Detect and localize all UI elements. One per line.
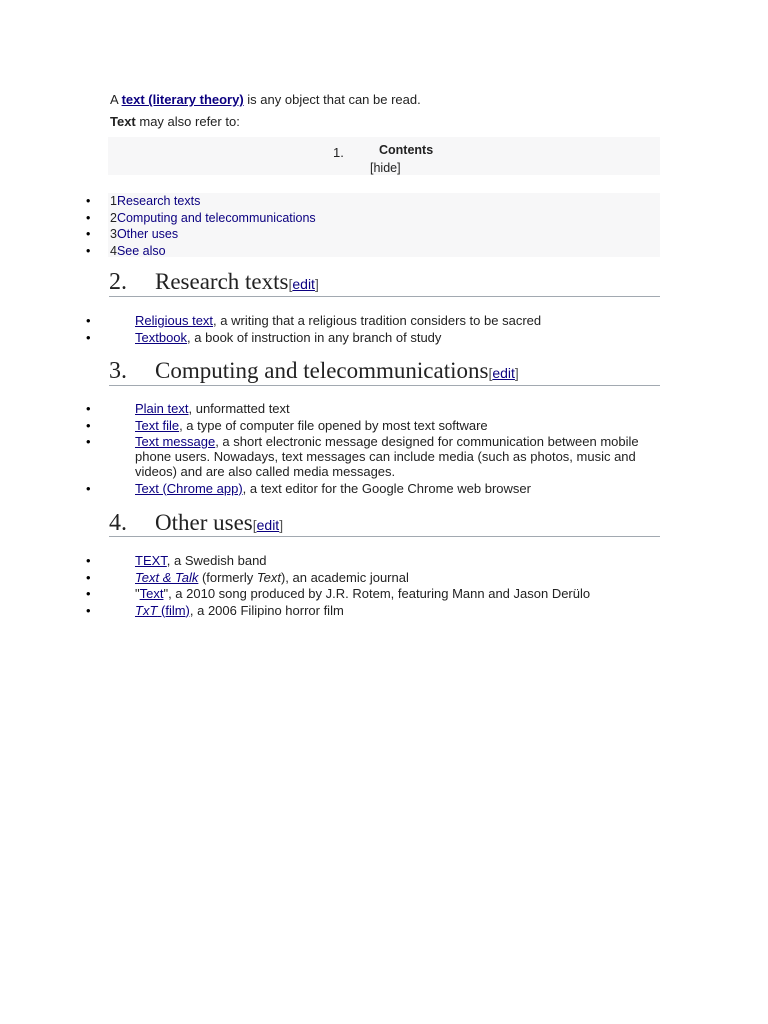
list-item: • Plain text, unformatted text bbox=[0, 401, 660, 416]
list-research-texts bbox=[0, 313, 660, 346]
toc-item-research-texts[interactable]: • 1Research texts bbox=[0, 193, 316, 210]
list-item: • TEXT, a Swedish band bbox=[0, 553, 660, 568]
txt-film-link[interactable]: TxT (film) bbox=[135, 602, 190, 618]
edit-link-other[interactable]: edit bbox=[256, 517, 280, 533]
text-song-link[interactable]: Text bbox=[139, 586, 164, 601]
text-literary-theory-link[interactable]: text (literary theory) bbox=[121, 92, 244, 107]
text-file-link[interactable]: Text file bbox=[135, 417, 180, 433]
textbook-link[interactable]: Textbook bbox=[135, 329, 188, 345]
list-item: • Text file, a type of computer file opened by most text software bbox=[0, 418, 660, 433]
list-item: • Text message, a short electronic message designed for communication between mobile phone users. Nowadays, text messages can include media (such as photos, music and videos) and are also called media messages. bbox=[0, 434, 660, 479]
list-computing bbox=[0, 401, 660, 497]
list-item: • TxT (film), a 2006 Filipino horror film bbox=[0, 603, 660, 618]
list-item: • Text (Chrome app), a text editor for the Google Chrome web browser bbox=[0, 481, 660, 496]
plain-text-link[interactable]: Plain text bbox=[135, 401, 189, 416]
toc-number: 1. bbox=[333, 145, 344, 160]
text-band-link[interactable]: TEXT bbox=[135, 553, 167, 568]
toc-item-other-uses[interactable]: • 3Other uses bbox=[0, 226, 316, 243]
toc-hide-toggle[interactable]: [hide] bbox=[370, 161, 401, 175]
list-item: • Textbook, a book of instruction in any branch of study bbox=[0, 330, 660, 345]
edit-section-other: [edit] bbox=[252, 517, 284, 533]
toc-hide-link[interactable]: hide bbox=[373, 161, 398, 175]
text-chrome-app-link[interactable]: Text (Chrome app) bbox=[135, 480, 243, 496]
list-other-uses bbox=[0, 553, 660, 619]
text-and-talk-link[interactable]: Text & Talk bbox=[135, 569, 199, 585]
edit-section-computing: [edit] bbox=[488, 365, 519, 381]
heading-other-uses: 4. Other uses[edit] bbox=[109, 510, 660, 537]
toc-item-computing[interactable]: • 2Computing and telecommunications bbox=[0, 210, 316, 227]
intro-sentence: A text (literary theory) is any object that can be read. bbox=[110, 92, 421, 107]
text-message-link[interactable]: Text message bbox=[135, 434, 216, 449]
religious-text-link[interactable]: Religious text bbox=[135, 313, 214, 328]
toc-title: Contents bbox=[379, 143, 434, 157]
edit-link-research[interactable]: edit bbox=[292, 276, 315, 292]
heading-computing: 3. Computing and telecommunications[edit] bbox=[109, 358, 660, 386]
toc-list bbox=[0, 193, 316, 259]
heading-research-texts: 2. Research texts[edit] bbox=[109, 269, 660, 297]
list-item: • Text & Talk (formerly Text), an academic journal bbox=[0, 570, 660, 585]
list-item: • "Text", a 2010 song produced by J.R. Rotem, featuring Mann and Jason Derülo bbox=[0, 586, 660, 601]
edit-section-research: [edit] bbox=[288, 276, 319, 292]
list-item: • Religious text, a writing that a religious tradition considers to be sacred bbox=[0, 313, 660, 328]
edit-link-computing[interactable]: edit bbox=[492, 365, 515, 381]
disambiguation-line: Text may also refer to: bbox=[110, 114, 240, 129]
toc-item-see-also[interactable]: • 4See also bbox=[0, 243, 316, 260]
